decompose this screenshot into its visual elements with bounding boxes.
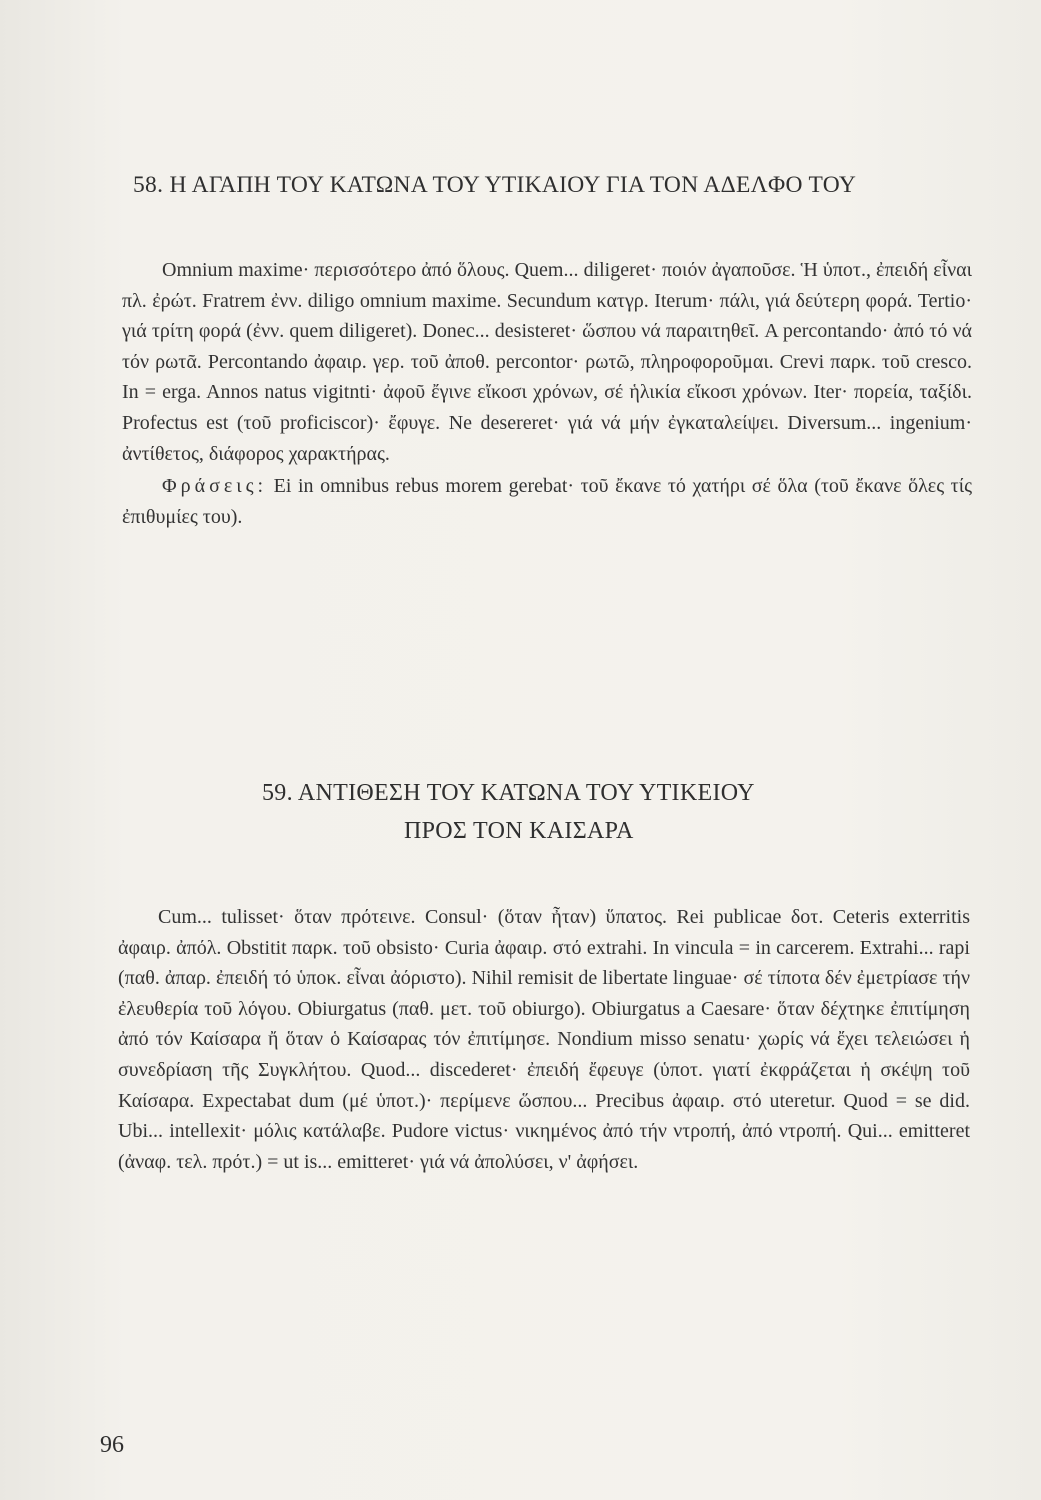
page-number: 96 xyxy=(100,1432,124,1458)
section-58-phrases xyxy=(122,471,972,532)
phrases-text: Ei in omnibus rebus morem gerebat· τοῦ ἔκανε τό χατήρι σέ ὅλα (τοῦ ἔκανε ὅλες τίς ἐπιθυμίες του). xyxy=(122,475,972,528)
section-58-title: 58. Η ΑΓΑΠΗ ΤΟΥ ΚΑΤΩΝΑ ΤΟΥ ΥΤΙΚΑΙΟΥ ΓΙΑ ΤΟΝ ΑΔΕΛΦΟ ΤΟΥ xyxy=(133,172,857,198)
section-58-notes: Omnium maxime· περισσότερο ἀπό ὅλους. Quem... diligeret· ποιόν ἀγαποῦσε. Ἡ ὑποτ., ἐπειδή εἶναι πλ. ἐρώτ. Fratrem ἐνν. diligo omnium maxime. Secundum κατγρ. Iterum· πάλι, γιά δεύτερη φορά. Tertio· γιά τρίτη φορά (ἐνν. quem diligeret). Donec... desisteret· ὥσπου νά παραιτηθεῖ. A percontando· ἀπό τό νά τόν ρωτᾶ. Percontando ἀφαιρ. γερ. τοῦ ἀποθ. percontor· ρωτῶ, πληροφοροῦμαι. Crevi παρκ. τοῦ cresco. In = erga. Annos natus vigitnti· ἀφοῦ ἔγινε εἴκοσι χρόνων, σέ ἡλικία εἴκοσι χρόνων. Iter· πορεία, ταξίδι. Profectus est (τοῦ proficiscor)· ἔφυγε. Ne desereret· γιά νά μήν ἐγκαταλείψει. Diversum... ingenium· ἀντίθετος, διάφορος χαρακτήρας. xyxy=(122,259,973,465)
section-58-body xyxy=(122,255,972,532)
phrases-label: Φράσεις: xyxy=(162,475,268,498)
section-59-title-line1: 59. ΑΝΤΙΘΕΣΗ ΤΟΥ ΚΑΤΩΝΑ ΤΟΥ ΥΤΙΚΕΙΟΥ xyxy=(262,780,755,806)
section-59-body xyxy=(118,902,970,1177)
section-59-title-line2: ΠΡΟΣ ΤΟΝ ΚΑΙΣΑΡΑ xyxy=(404,818,634,844)
section-59-notes: Cum... tulisset· ὅταν πρότεινε. Consul· (ὅταν ἦταν) ὕπατος. Rei publicae δοτ. Ceteris exterritis ἀφαιρ. ἀπόλ. Obstitit παρκ. τοῦ obsisto· Curia ἀφαιρ. στό extrahi. In vincula = in carcerem. Extrahi... rapi (παθ. ἀπαρ. ἐπειδή τό ὑποκ. εἶναι ἀόριστο). Nihil remisit de libertate linguae· σέ τίποτα δέν ἐμετρίασε τήν ἐλευθερία τοῦ λόγου. Obiurgatus (παθ. μετ. τοῦ obiurgo). Obiurgatus a Caesare· ὅταν δέχτηκε ἐπιτίμηση ἀπό τόν Καίσαρα ἤ ὅταν ὁ Καίσαρας τόν ἐπιτίμησε. Nondium misso senatu· χωρίς νά ἔχει τελειώσει ἡ συνεδρίαση τῆς Συγκλήτου. Quod... discederet· ἐπειδή ἔφευγε (ὑποτ. γιατί ἐκφράζεται ἡ σκέψη τοῦ Καίσαρα. Expectabat dum (μέ ὑποτ.)· περίμενε ὥσπου... Precibus ἀφαιρ. στό uteretur. Quod = se did. Ubi... intellexit· μόλις κατάλαβε. Pudore victus· νικημένος ἀπό τήν ντροπή, ἀπό ντροπή. Qui... emitteret (ἀναφ. τελ. πρότ.) = ut is... emitteret· γιά νά ἀπολύσει, ν' ἀφήσει. xyxy=(118,906,970,1173)
